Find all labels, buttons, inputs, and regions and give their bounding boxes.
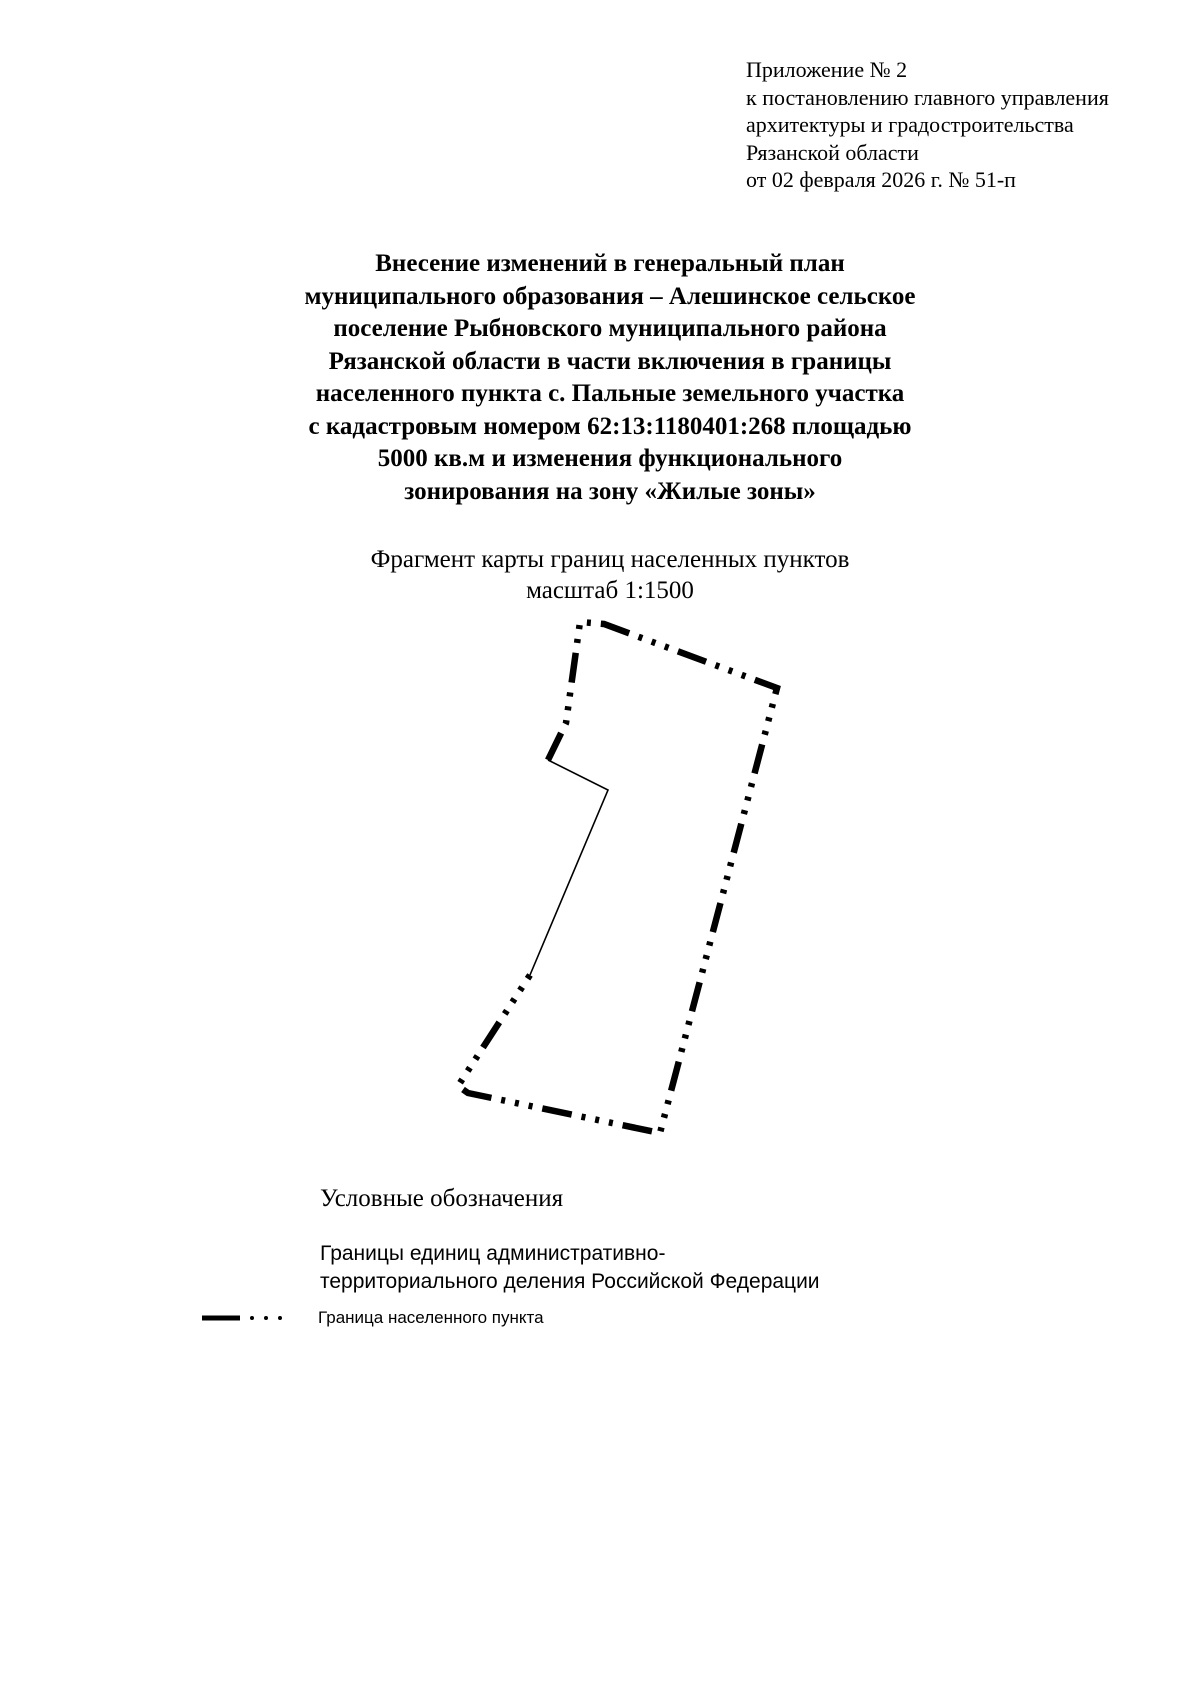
settlement-boundary [458,622,777,1133]
legend-item-settlement-boundary [200,1306,700,1330]
map-caption-title: Фрагмент карты границ населенных пунктов [370,546,850,573]
legend-group-title [320,1240,820,1296]
title-line: муниципального образования – Алешинское сельское [304,282,916,310]
map-scale: масштаб 1:1500 [526,577,694,604]
title-line: поселение Рыбновского муниципального района [333,315,887,342]
legend-group-line: Границы единиц административно- [320,1242,666,1265]
parcel-edge-thin [530,760,608,975]
title-line: Внесение изменений в генеральный план [375,250,845,277]
legend-heading: Условные обозначения [320,1185,564,1212]
appendix-line: от 02 февраля 2026 г. № 51-п [746,167,1016,192]
title-line: зонирования на зону «Жилые зоны» [404,477,816,505]
appendix-line: к постановлению главного управления [746,84,1109,110]
appendix-line: архитектуры и градостроительства [746,112,1074,137]
appendix-line: Рязанской области [746,139,919,165]
title-line: 5000 кв.м и изменения функционального [377,445,843,472]
title-line: с кадастровым номером 62:13:1180401:268 площадью [308,412,912,440]
title-line: Рязанской области в части включения в границы [328,347,892,375]
settlement-boundary-line-icon [200,1308,290,1328]
boundary-segment [458,622,777,1133]
legend-group-line: территориального деления Российской Федерации [320,1270,820,1293]
appendix-line: Приложение № 2 [746,57,908,82]
legend-item-label: Граница населенного пункта [318,1308,544,1327]
title-line: населенного пункта с. Пальные земельного участка [315,380,905,407]
